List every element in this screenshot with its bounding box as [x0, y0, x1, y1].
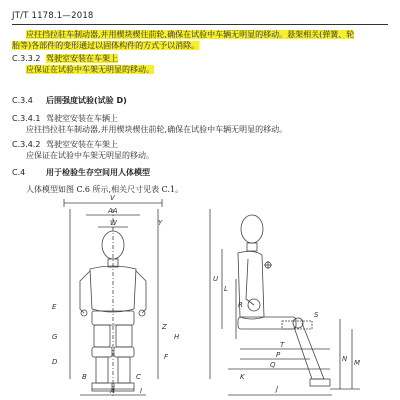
dim-label-d: D: [52, 358, 58, 366]
header-rule: [12, 24, 388, 25]
highlighted-text: 应拄挡拉驻车制动器,并用楔块楔住前轮,确保在试验中车辆无明显的移动。悬架相关(弹簧、轮: [26, 30, 355, 39]
highlighted-text: 驾驶室安装在车架上: [46, 54, 118, 63]
dim-label-r: R: [238, 301, 243, 309]
paragraph-line: 应保证在试验中车架无明显的移动。: [26, 151, 154, 160]
dim-label-f: F: [164, 353, 169, 361]
dim-label-m: M: [354, 359, 361, 367]
clause-title: 后围强度试验(试验 D): [46, 96, 127, 105]
dim-label-k: K: [240, 373, 245, 381]
dim-label-g: G: [52, 333, 58, 341]
clause-c4: [12, 167, 150, 178]
dim-label-v: V: [110, 194, 115, 202]
standard-number: JT/T 1178.1—2018: [12, 11, 94, 21]
paragraph-line: 人体模型如图 C.6 所示,相关尺寸见表 C.1。: [26, 185, 184, 194]
paragraph-line: [12, 40, 199, 51]
dim-label-h: H: [174, 333, 180, 341]
clause-number: C.4: [12, 168, 26, 177]
dim-label-z: Z: [162, 323, 167, 331]
paragraph-line: [26, 29, 354, 40]
highlighted-text: 胎等)各部件的变形通过以固体构件的方式予以消除。: [12, 41, 200, 50]
paragraph-line: 应拄挡拉驻车制动器,并用楔块楔住前轮,确保在试验中车辆无明显的移动。: [26, 125, 288, 134]
dim-label-l: L: [224, 285, 228, 293]
dim-label-e: E: [52, 303, 57, 311]
dim-label-c: C: [136, 373, 141, 381]
clause-number: C.3.4.1: [12, 114, 41, 123]
dim-label-q: Q: [270, 361, 276, 369]
clause-number: C.3.4.2: [12, 140, 41, 149]
highlighted-text: 应保证在试验中车架无明显的移动。: [26, 65, 154, 74]
clause-c341: [12, 113, 118, 124]
dim-label-a: A: [110, 387, 115, 395]
dim-label-aa: AA: [108, 207, 118, 215]
dim-label-u: U: [213, 275, 219, 283]
clause-c332: [12, 53, 118, 64]
dim-label-w: W: [110, 219, 117, 227]
manikin-figure: [40, 189, 380, 400]
clause-text: 驾驶室安装在车架上: [46, 140, 118, 149]
dim-label-p: P: [276, 351, 281, 359]
clause-c34: [12, 95, 127, 106]
clause-number: C.3.4: [12, 96, 33, 105]
clause-number: C.3.3.2: [12, 54, 41, 63]
clause-text: 驾驶室安装在车辆上: [46, 114, 118, 123]
dim-label-n: N: [342, 355, 348, 363]
dim-label-t: T: [280, 341, 285, 349]
dim-label-s: S: [314, 311, 319, 319]
dim-label-b: B: [82, 373, 87, 381]
dim-label-y: Y: [158, 219, 163, 227]
dim-label-j: J: [276, 385, 279, 393]
clause-c342: [12, 139, 118, 150]
paragraph-line: [26, 64, 154, 75]
clause-title: 用于检验生存空间用人体模型: [46, 168, 150, 177]
dim-label-i: I: [140, 387, 143, 395]
